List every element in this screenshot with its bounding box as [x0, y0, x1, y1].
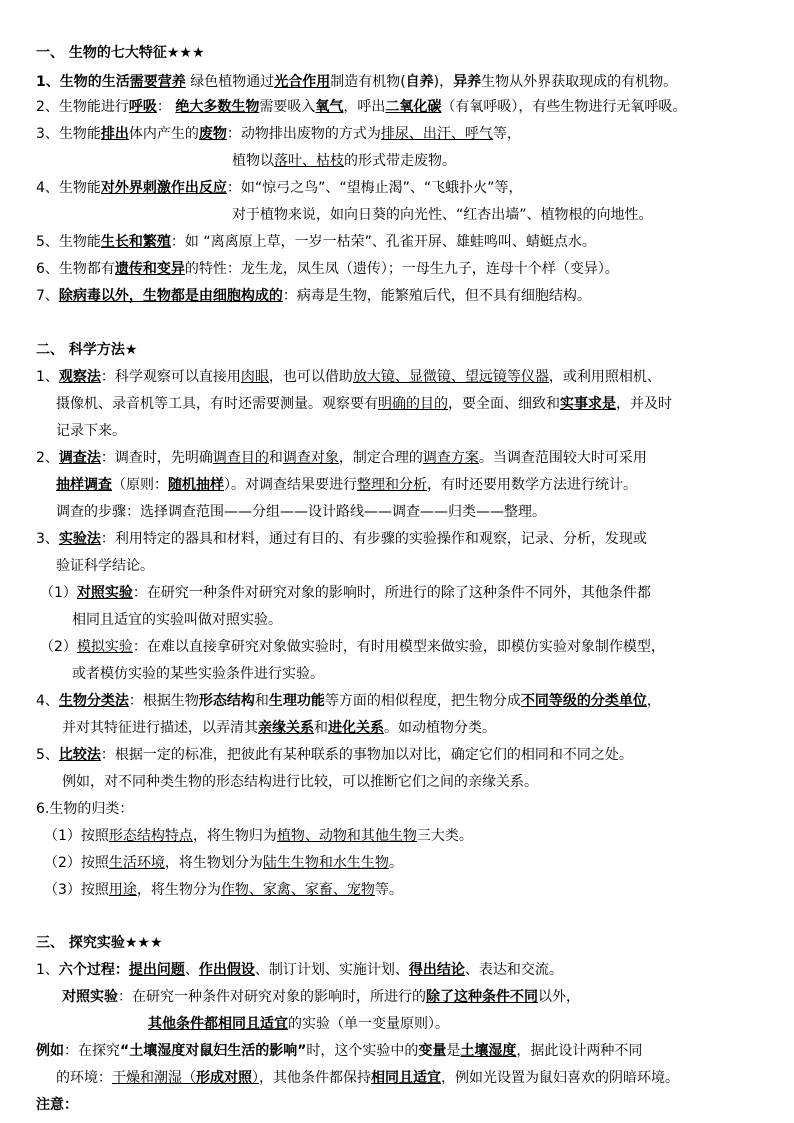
text-span: ，制定合理的	[338, 450, 423, 466]
text-line	[56, 421, 126, 441]
text-span: ，要全面、细致和	[448, 396, 560, 412]
text-span: ，将生物归为	[192, 828, 277, 844]
emphasized-text: 陆生生物和水生生物	[262, 855, 389, 871]
emphasized-text: 作出假设	[198, 962, 255, 978]
text-span: 制造有机物(	[330, 74, 406, 90]
text-span: （有氧呼吸），有些生物进行无氧呼吸。	[441, 99, 687, 115]
text-span: ，有时还要用数学方法进行统计。	[427, 477, 637, 493]
text-span: ）。对调查结果要进行	[224, 477, 357, 493]
text-line	[56, 1068, 679, 1088]
text-span: 6.生物的归类：	[36, 801, 134, 817]
text-span: 、	[184, 962, 199, 978]
text-span: 需要吸入	[259, 99, 316, 115]
emphasized-text: 放大镜、显微镜、望远镜等仪器	[352, 369, 549, 385]
text-line	[36, 745, 633, 765]
emphasized-text: 变量	[418, 1043, 447, 1059]
text-line	[36, 259, 619, 279]
text-span: 相同且适宜的实验叫做对照实验。	[72, 612, 282, 628]
text-line	[36, 529, 647, 549]
text-line	[62, 718, 496, 738]
text-span: 和	[314, 720, 328, 736]
emphasized-text: 模拟实验	[76, 639, 133, 655]
text-span: 一、 生物的七大特征★★★	[36, 45, 205, 61]
text-line	[72, 664, 324, 684]
text-line	[62, 987, 580, 1007]
text-span: 或者模仿实验的某些实验条件进行实验。	[72, 666, 324, 682]
text-line	[40, 637, 665, 657]
emphasized-text: 进化关系	[328, 720, 384, 736]
text-span: ，也可以借助	[268, 369, 353, 385]
emphasized-text: 用途	[108, 882, 137, 898]
section-heading	[36, 43, 205, 63]
text-span: ：病毒是生物，能繁殖后代，但不具有细胞结构。	[282, 288, 591, 304]
emphasized-text: 对照实验	[76, 585, 133, 601]
text-span: 并对其特征进行描述，以弄清其	[62, 720, 258, 736]
text-span: ，例如光设置为鼠妇喜欢的阴暗环境。	[441, 1070, 679, 1086]
text-span: 、制订计划、实施计划、	[254, 962, 409, 978]
text-span: 以外，	[538, 989, 580, 1005]
text-span: 时，这个实验中的	[306, 1043, 419, 1059]
text-span: 5、	[36, 747, 59, 763]
text-span: 等，	[492, 126, 521, 142]
text-span: ：根据一定的标准，把彼此有某种联系的事物加以对比，确定它们的相同和不同之处。	[100, 747, 633, 763]
text-span: 是	[446, 1043, 461, 1059]
text-line	[148, 1014, 449, 1034]
text-line	[44, 880, 403, 900]
text-span: ，呼出	[343, 99, 386, 115]
text-span: ，	[646, 693, 661, 709]
emphasized-text: 得出结论	[408, 962, 465, 978]
text-span: ：在探究	[64, 1043, 120, 1059]
text-line	[36, 448, 647, 468]
text-line	[36, 691, 661, 711]
text-span: 绿色植物通过	[185, 74, 275, 90]
emphasized-text: 不同等级的分类单位	[520, 693, 647, 709]
emphasized-text: 调查法	[58, 450, 101, 466]
text-span: ：调查时，先明确	[100, 450, 213, 466]
emphasized-text: 生长和繁殖	[100, 234, 171, 250]
text-line	[56, 556, 154, 576]
emphasized-text: 调查目的	[212, 450, 269, 466]
emphasized-text: 例如	[36, 1043, 64, 1059]
emphasized-text: 对照实验	[62, 989, 118, 1005]
emphasized-text: 实验法	[58, 531, 101, 547]
text-line	[36, 72, 677, 92]
text-line	[44, 826, 473, 846]
text-line	[40, 583, 651, 603]
text-span: 和	[268, 450, 283, 466]
text-span: 。	[388, 855, 403, 871]
text-line	[36, 124, 521, 144]
emphasized-text: 二氧化碳	[385, 99, 442, 115]
text-span: ：利用特定的器具和材料，通过有目的、有步骤的实验操作和观察，记录、分析，发现或	[100, 531, 647, 547]
text-span: 4、	[36, 693, 59, 709]
text-span: （3）按照	[44, 882, 109, 898]
text-span: 。如动植物分类。	[384, 720, 496, 736]
text-span: 2、生物能进行	[36, 99, 129, 115]
text-span: 二、 科学方法★	[36, 342, 138, 358]
text-line	[36, 97, 686, 117]
emphasized-text: 比较法	[58, 747, 101, 763]
emphasized-text: 六个过程：	[58, 962, 129, 978]
text-span: 、表达和交流。	[464, 962, 563, 978]
text-span: 7、	[36, 288, 59, 304]
emphasized-text: 调查对象	[282, 450, 339, 466]
emphasized-text: 对外界刺激作出反应	[100, 180, 227, 196]
emphasized-text: 生物分类法	[58, 693, 129, 709]
text-span: 体内产生的	[128, 126, 199, 142]
emphasized-text: 1、生物的生活	[36, 74, 130, 90]
text-span: 验证科学结论。	[56, 558, 154, 574]
emphasized-text: 注意：	[36, 1097, 78, 1113]
text-line	[232, 151, 456, 171]
text-span: ，或利用照相机、	[548, 369, 661, 385]
text-span: 植物以	[232, 153, 274, 169]
emphasized-text: 土壤湿度	[460, 1043, 517, 1059]
text-span: ：根据生物	[128, 693, 199, 709]
emphasized-text: 形态结构特点	[108, 828, 193, 844]
emphasized-text: 作物、家禽、家畜、宠物	[220, 882, 375, 898]
text-span: （2）按照	[44, 855, 109, 871]
emphasized-text: “土壤湿度对鼠妇生活的影响”	[120, 1043, 307, 1059]
emphasized-text: 排出	[100, 126, 129, 142]
text-line	[36, 367, 661, 387]
emphasized-text: 自养	[405, 74, 434, 90]
text-line	[72, 610, 282, 630]
text-span: 记录下来。	[56, 423, 126, 439]
text-span: 三、 探究实验★★★	[36, 935, 163, 951]
emphasized-text: 生活环境	[108, 855, 165, 871]
text-span: )，	[433, 74, 454, 90]
emphasized-text: 需要营养	[129, 74, 186, 90]
text-line	[36, 232, 596, 252]
text-span: 6、生物都有	[36, 261, 115, 277]
text-line	[44, 853, 403, 873]
text-span: 3、生物能	[36, 126, 101, 142]
text-span: ：如“惊弓之鸟”、“望梅止渴”、“飞蛾扑火”等，	[226, 180, 523, 196]
emphasized-text: 形态结构	[198, 693, 255, 709]
emphasized-text: 形成对照	[196, 1070, 252, 1086]
emphasized-text: 氧气	[315, 99, 344, 115]
emphasized-text: ）	[252, 1070, 259, 1086]
emphasized-text: 抽样调查	[56, 477, 112, 493]
text-span: 调查的步骤：选择调查范围——分组——设计路线——调查——归类——整理。	[56, 504, 546, 520]
text-line	[232, 205, 653, 225]
emphasized-text: 呼吸	[128, 99, 157, 115]
emphasized-text: 明确的目的	[378, 396, 448, 412]
text-line	[36, 1041, 642, 1061]
emphasized-text: 废物	[198, 126, 227, 142]
text-span: 等方面的相似程度，把生物分成	[324, 693, 521, 709]
text-span: ：动物排出废物的方式为	[226, 126, 381, 142]
text-span: 1、	[36, 369, 59, 385]
text-span: 三大类。	[416, 828, 473, 844]
text-line	[36, 960, 563, 980]
text-span: ，并及时	[616, 396, 672, 412]
text-span: ：	[156, 99, 176, 115]
text-span: （1）	[40, 585, 77, 601]
emphasized-text: 异养	[453, 74, 482, 90]
emphasized-text: 肉眼	[240, 369, 269, 385]
text-span: 的实验（单一变量原则）。	[288, 1016, 449, 1032]
text-span: 的环境：	[56, 1070, 112, 1086]
section-heading	[36, 933, 163, 953]
text-span: ：在研究一种条件对研究对象的影响时，所进行的除了这种条件不同外，其他条件都	[132, 585, 651, 601]
text-span: 生物从外界获取现成的有机物。	[481, 74, 678, 90]
text-span: 5、生物能	[36, 234, 101, 250]
text-span: ，据此设计两种不同	[516, 1043, 643, 1059]
emphasized-text: 观察法	[58, 369, 101, 385]
emphasized-text: 调查方案	[422, 450, 479, 466]
emphasized-text: 提出问题	[128, 962, 185, 978]
text-span: （2）	[40, 639, 77, 655]
emphasized-text: 植物、动物和其他生物	[276, 828, 417, 844]
emphasized-text: 遗传和变异	[114, 261, 185, 277]
text-span: 例如，对不同种类生物的形态结构进行比较，可以推断它们之间的亲缘关系。	[62, 774, 538, 790]
text-span: ：在研究一种条件对研究对象的影响时，所进行的	[118, 989, 426, 1005]
text-span: 的特性：龙生龙，凤生凤（遗传）；一母生九子，连母十个样（变异）。	[184, 261, 619, 277]
emphasized-text: 实事求是	[560, 396, 616, 412]
emphasized-text: 相同且适宜	[371, 1070, 441, 1086]
section-heading	[36, 340, 137, 360]
emphasized-text: 排尿、出汗、呼气	[380, 126, 493, 142]
text-line	[36, 178, 522, 198]
emphasized-text: 亲缘关系	[258, 720, 314, 736]
emphasized-text: 生理功能	[268, 693, 325, 709]
text-span: 对于植物来说，如向日葵的向光性、“红杏出墙”、植物根的向地性。	[232, 207, 653, 223]
text-span: 4、生物能	[36, 180, 101, 196]
emphasized-text: 整理和分析	[357, 477, 427, 493]
text-span: ，其他条件都保持	[259, 1070, 371, 1086]
text-line	[56, 475, 637, 495]
emphasized-text: 随机抽样	[168, 477, 224, 493]
text-span: 2、	[36, 450, 59, 466]
text-span: 。当调查范围较大时可采用	[478, 450, 647, 466]
text-line	[36, 1095, 78, 1115]
text-span: 等。	[374, 882, 403, 898]
emphasized-text: 落叶、枯枝	[274, 153, 344, 169]
text-span: ，将生物分为	[136, 882, 221, 898]
emphasized-text: 其他条件都相同且适宜	[148, 1016, 288, 1032]
text-span: ，将生物划分为	[164, 855, 263, 871]
emphasized-text: 除病毒以外，生物都是由细胞构成的	[58, 288, 283, 304]
emphasized-text: 除了这种条件不同	[426, 989, 538, 1005]
text-span: 和	[254, 693, 269, 709]
text-line	[36, 799, 133, 819]
text-span: ：科学观察可以直接用	[100, 369, 241, 385]
text-span: 的形式带走废物。	[344, 153, 456, 169]
text-span: 3、	[36, 531, 59, 547]
text-span: 摄像机、录音机等工具，有时还需要测量。观察要有	[56, 396, 378, 412]
text-span: 1、	[36, 962, 59, 978]
text-line	[62, 772, 538, 792]
text-line	[56, 394, 672, 414]
text-span: ：在难以直接拿研究对象做实验时，有时用模型来做实验，即模仿实验对象制作模型，	[132, 639, 665, 655]
text-span: ：如 “离离原上草，一岁一枯荣”、孔雀开屏、雄蛙鸣叫、蜻蜓点水。	[170, 234, 596, 250]
emphasized-text: 光合作用	[274, 74, 331, 90]
text-span: （1）按照	[44, 828, 109, 844]
text-span: （原则：	[112, 477, 168, 493]
text-line	[56, 502, 546, 522]
emphasized-text: 绝大多数生物	[175, 99, 260, 115]
emphasized-text: 干燥和潮湿（	[112, 1070, 196, 1086]
text-line	[36, 286, 591, 306]
